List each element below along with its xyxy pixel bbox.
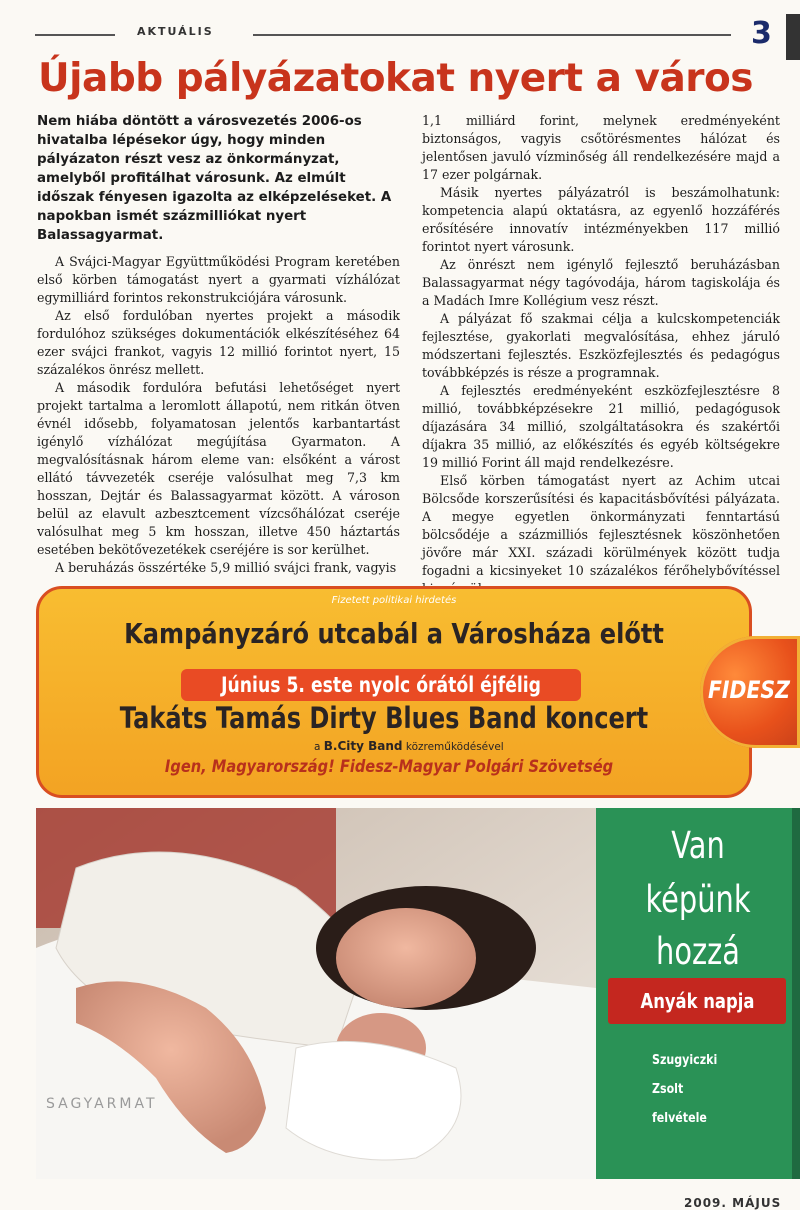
ad-event-title: Kampányzáró utcabál a Városháza előtt bbox=[124, 617, 664, 650]
political-advertisement bbox=[36, 586, 752, 798]
photo-illustration bbox=[36, 808, 596, 1179]
article-paragraph: 1,1 milliárd forint, melynek eredményeként biztonságos, vagyis csőtörésmentes hálózat és jelentősen javuló vízminőség áll rendelkezésére majd a 17 ezer polgárnak. bbox=[422, 113, 780, 182]
ad-guest-band: B.City Band bbox=[323, 739, 403, 753]
article-lead: Nem hiába döntött a városvezetés 2006-os hivatalba lépésekor úgy, hogy minden pályázaton részt vesz az önkormányzat, amelyből profitálhat városunk. Az elmúlt időszak fényesen igazolta az elképzeléseket. A napokban ismét százmilliókat nyert Balassagyarmat. bbox=[37, 114, 392, 243]
caption-line-2: képünk bbox=[645, 878, 751, 921]
header-rule-left bbox=[35, 34, 115, 36]
issue-date: 2009. MÁJUS bbox=[684, 1196, 782, 1210]
article-column-right bbox=[422, 112, 780, 598]
ad-date-banner bbox=[181, 669, 581, 701]
caption-line-1: Van bbox=[671, 824, 725, 867]
fidesz-logo bbox=[700, 636, 800, 748]
ad-slogan: Igen, Magyarország! Fidesz-Magyar Polgári Szövetség bbox=[164, 757, 614, 777]
article-paragraph: Az önrészt nem igénylő fejlesztő beruházásban Balassagyarmat négy tagóvodája, három tagiskolája és a Madách Imre Kollégium vesz részt. bbox=[422, 257, 780, 308]
caption-line-3: hozzá bbox=[656, 930, 740, 973]
article-column-left bbox=[37, 112, 400, 577]
fidesz-logo-text: FIDESZ bbox=[708, 676, 790, 704]
mothers-day-label: Anyák napja bbox=[640, 989, 754, 1013]
photo-credit-line: felvétele bbox=[652, 1111, 707, 1126]
photo-credit-line: Szugyiczki bbox=[652, 1053, 718, 1068]
mother-and-baby-photo bbox=[36, 808, 596, 1179]
article-paragraph: Első körben támogatást nyert az Achim utcai Bölcsőde korszerűsítési és kapacitásbővítési pályázata. A megye egyetlen önkormányzati fenntartású bölcsődéje a százmilliós fejlesztésnek köszönhetően jövőre már XXI. századi körülmények között tudja fogadni a kicsinyeket 10 százalékos férőhelybővítéssel bbox=[422, 473, 780, 578]
ad-date-text: Június 5. este nyolc órától éjfélig bbox=[221, 673, 541, 697]
section-label: AKTUÁLIS bbox=[137, 25, 214, 38]
page-edge-tab bbox=[786, 14, 800, 60]
ad-concert-title: Takáts Tamás Dirty Blues Band koncert bbox=[119, 701, 649, 735]
article-paragraph: A fejlesztés eredményeként eszközfejlesztésre 8 millió, továbbképzésekre 21 millió, pedagógusok díjazására 34 millió, szolgáltatásokra és szakértői díjakra 35 millió, az előkészítés és egyéb költségekre 19 millió Forint áll majd rendelkezésre. bbox=[422, 383, 780, 470]
panel-edge bbox=[792, 808, 800, 1179]
ad-guest-line bbox=[314, 739, 504, 753]
page-header bbox=[35, 16, 800, 51]
article-paragraph: Másik nyertes pályázatról is beszámolhatunk: kompetencia alapú oktatásra, az egyenlő hozzáférés erősítésére innovatív intézményekben 117 millió forintot nyert városunk. bbox=[422, 185, 780, 254]
ad-paid-label: Fizetett politikai hirdetés bbox=[331, 595, 457, 606]
article-headline: Újabb pályázatokat nyert a város bbox=[38, 56, 754, 101]
article-paragraph: A második fordulóra befutási lehetőséget nyert projekt tartalma a leromlott állapotú, nem ritkán ötven évnél idősebb, folyamatosan jelentős karbantartást igénylő vízhálózat megújítása Gyarmaton. A megvalósításnak három eleme van: elsőként a várost ellátó távvezeték cseréje valósulhat meg 7,3 km hosszan, Dejtár és Balassagyarmat között. A városon belül az elavult azbesztcement vízcsőhálózat cseréje valósulhat meg 5 km hosszan, illetve 450 háztartás esetében bekötővezetékek cseréjére is sor kerülhet. bbox=[37, 380, 400, 557]
header-rule-right bbox=[253, 34, 731, 36]
ad-guest-prefix: a bbox=[314, 741, 324, 753]
article-paragraph: A Svájci-Magyar Együttműködési Program keretében első körben támogatást nyert a gyarmati vízhálózat egymilliárd forintos rekonstrukciójára városunk. bbox=[37, 254, 400, 305]
article-paragraph: A beruházás összértéke 5,9 millió svájci frank, vagyis bbox=[55, 560, 397, 575]
article-paragraph: A pályázat fő szakmai célja a kulcskompetenciák fejlesztése, gyakorlati megvalósítása, ehhez járuló módszertani fejlesztés. Eszközfejlesztés és pedagógus továbbképzés is része a programnak. bbox=[422, 311, 780, 380]
article-paragraph: Az első fordulóban nyertes projekt a második fordulóhoz szükséges dokumentációk elkészítéséhez 64 ezer svájci frankot, vagyis 12 millió forintot nyert, 15 százalékos önrész mellett. bbox=[37, 308, 400, 377]
blanket-text: SAGYARMAT bbox=[46, 1096, 158, 1112]
ad-guest-suffix: közreműködésével bbox=[402, 741, 504, 753]
mothers-day-badge bbox=[608, 978, 786, 1024]
photo-credit-line: Zsolt bbox=[652, 1082, 684, 1097]
photo-credit bbox=[652, 1046, 729, 1133]
page-number: 3 bbox=[751, 16, 772, 51]
photo-caption-panel bbox=[596, 808, 800, 1179]
